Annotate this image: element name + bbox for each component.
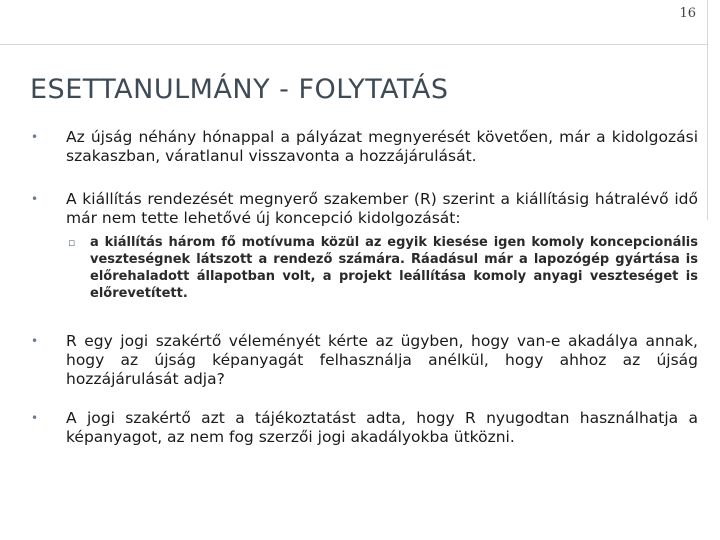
bullet-marker: • — [31, 334, 39, 348]
bullet-item — [28, 128, 698, 166]
title-rule — [0, 44, 708, 45]
sub-bullet-marker: ▫ — [68, 236, 76, 249]
bullet-item — [28, 190, 698, 228]
slide-content — [28, 128, 698, 447]
sub-bullet-text: a kiállítás három fő motívuma közül az egyik kiesése igen komoly koncepcionális veszteségnek látszott a rendező számára. Ráadásul már a lapozógép gyártása is előrehaladott állapotban volt, a projekt leállítása komoly anyagi veszteséget is előrevetített. — [90, 235, 698, 301]
bullet-item — [28, 332, 698, 389]
frame-line — [707, 0, 708, 220]
bullet-text: A kiállítás rendezését megnyerő szakember (R) szerint a kiállításig hátralévő idő már nem tette lehetővé új koncepció kidolgozását: — [66, 190, 698, 227]
slide-number: 16 — [679, 6, 696, 21]
bullet-marker: • — [31, 411, 39, 425]
sub-bullet-item — [28, 234, 698, 302]
bullet-item — [28, 409, 698, 447]
slide-title: ESETTANULMÁNY - FOLYTATÁS — [30, 74, 449, 105]
bullet-text: R egy jogi szakértő véleményét kérte az ügyben, hogy van-e akadálya annak, hogy az újság képanyagát felhasználja anélkül, hogy ahhoz az újság hozzájárulását adja? — [66, 332, 698, 388]
bullet-text: Az újság néhány hónappal a pályázat megnyerését követően, már a kidolgozási szakaszban, váratlanul visszavonta a hozzájárulását. — [66, 128, 698, 165]
bullet-marker: • — [31, 192, 39, 206]
bullet-marker: • — [31, 130, 39, 144]
bullet-text: A jogi szakértő azt a tájékoztatást adta, hogy R nyugodtan használhatja a képanyagot, az nem fog szerzői jogi akadályokba ütközni. — [66, 409, 698, 446]
